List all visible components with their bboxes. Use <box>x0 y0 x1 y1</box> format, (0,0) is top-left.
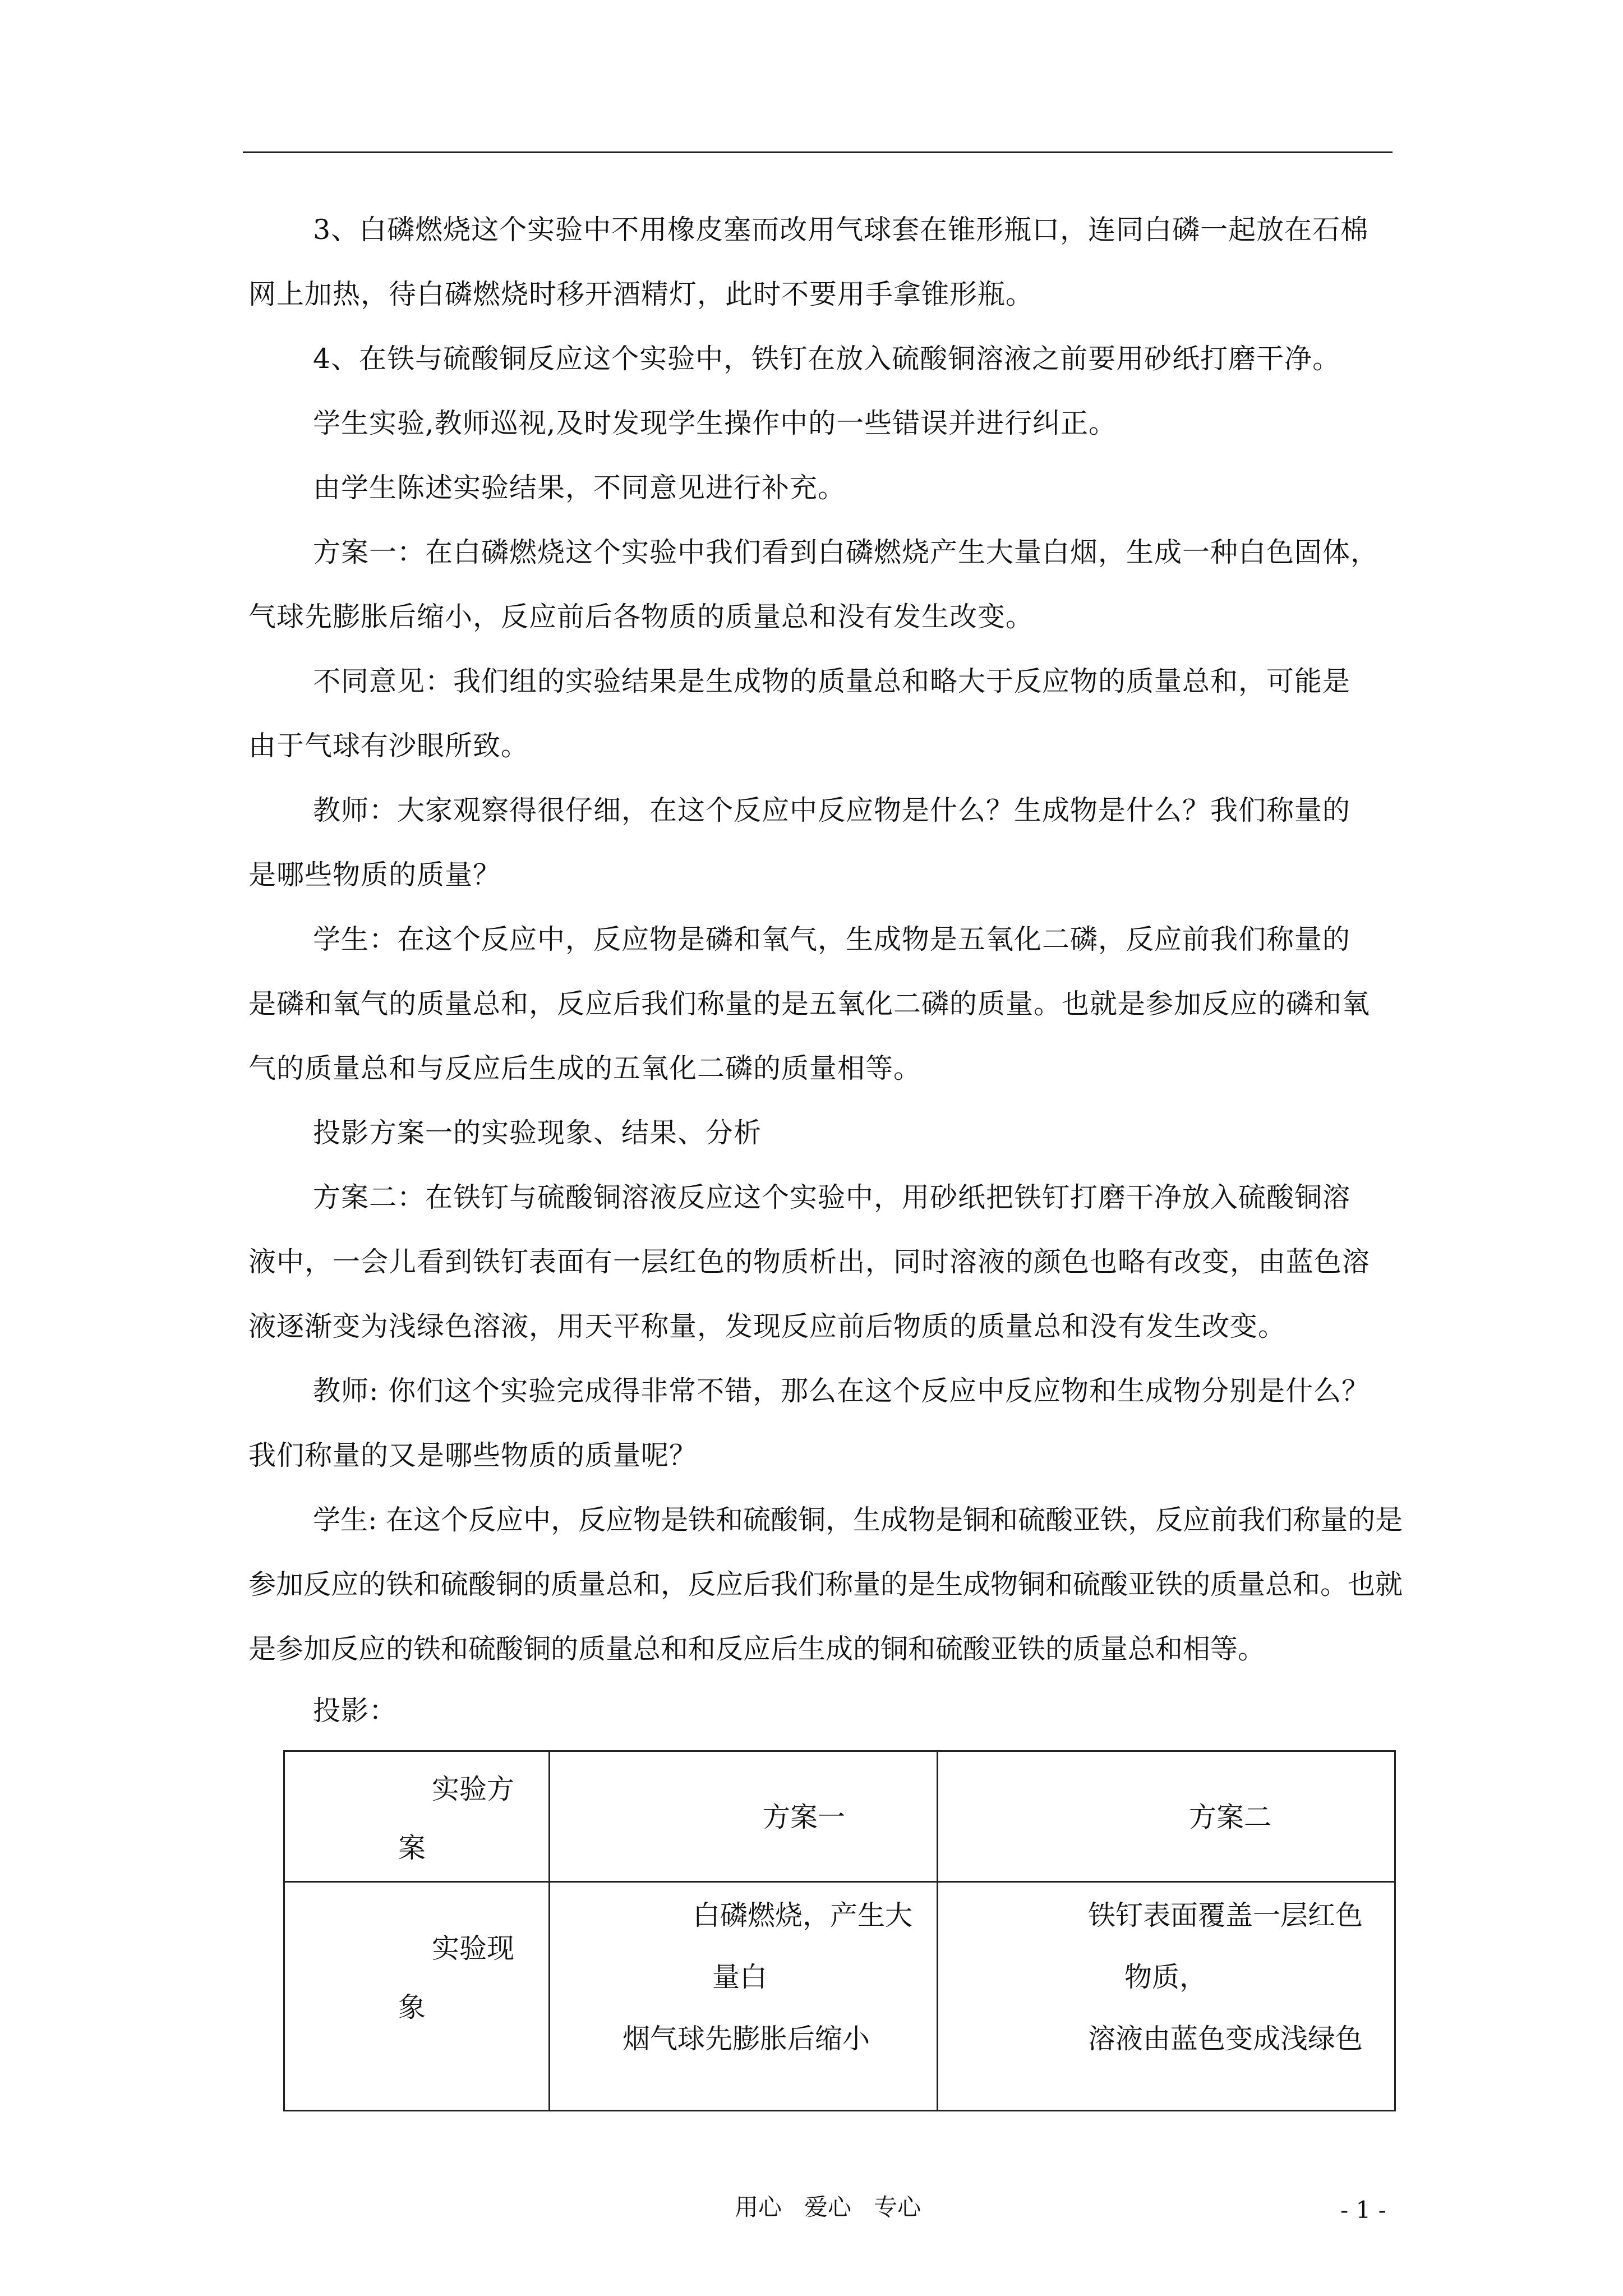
paragraph-line: 不同意见：我们组的实验结果是生成物的质量总和略大于反应物的质量总和，可能是 <box>313 665 1351 697</box>
paragraph-line: 学生: 在这个反应中，反应物是铁和硫酸铜，生成物是铜和硫酸亚铁，反应前我们称量的是 <box>313 1504 1403 1536</box>
paragraph-line: 是参加反应的铁和硫酸铜的质量总和和反应后生成的铜和硫酸亚铁的质量总和相等。 <box>248 1633 1266 1665</box>
table-header-cell: 方案一 <box>763 1801 846 1833</box>
page-number: - 1 - <box>1340 2196 1386 2224</box>
footer-motto: 用心 爱心 专心 <box>735 2193 921 2221</box>
paragraph-line: 气的质量总和与反应后生成的五氧化二磷的质量相等。 <box>248 1052 922 1084</box>
table-cell: 白磷燃烧，产生大 <box>693 1899 913 1931</box>
paragraph-line: 是磷和氧气的质量总和，反应后我们称量的是五氧化二磷的质量。也就是参加反应的磷和氧 <box>248 988 1371 1020</box>
table-cell: 实验现 <box>432 1932 515 1964</box>
paragraph-line: 由学生陈述实验结果，不同意见进行补充。 <box>313 472 846 504</box>
table-cell: 物质， <box>1124 1961 1207 1993</box>
paragraph-line: 是哪些物质的质量？ <box>248 859 501 891</box>
paragraph-line: 由于气球有沙眼所致。 <box>248 730 529 762</box>
paragraph-line: 4、在铁与硫酸铜反应这个实验中，铁钉在放入硫酸铜溶液之前要用砂纸打磨干净。 <box>313 343 1341 375</box>
table-column-divider <box>937 1750 938 2110</box>
paragraph-line: 液中，一会儿看到铁钉表面有一层红色的物质析出，同时溶液的颜色也略有改变，由蓝色溶 <box>248 1246 1371 1278</box>
table-cell: 象 <box>398 1991 426 2023</box>
table-cell: 铁钉表面覆盖一层红色 <box>1088 1899 1363 1931</box>
table-cell: 量白 <box>712 1961 768 1993</box>
header-rule <box>243 151 1393 153</box>
table-header-cell: 案 <box>398 1832 426 1864</box>
paragraph-line: 气球先膨胀后缩小，反应前后各物质的质量总和没有发生改变。 <box>248 601 1034 633</box>
paragraph-line: 投影方案一的实验现象、结果、分析 <box>313 1117 762 1149</box>
paragraph-line: 我们称量的又是哪些物质的质量呢？ <box>248 1439 698 1471</box>
paragraph-line: 学生：在这个反应中，反应物是磷和氧气，生成物是五氧化二磷，反应前我们称量的 <box>313 923 1351 955</box>
table-header-cell: 实验方 <box>432 1773 515 1805</box>
paragraph-line: 方案二：在铁钉与硫酸铜溶液反应这个实验中，用砂纸把铁钉打磨干净放入硫酸铜溶 <box>313 1181 1351 1213</box>
table-cell: 溶液由蓝色变成浅绿色 <box>1088 2023 1363 2055</box>
paragraph-line: 学生实验,教师巡视,及时发现学生操作中的一些错误并进行纠正。 <box>313 407 1117 439</box>
paragraph-line: 液逐渐变为浅绿色溶液，用天平称量，发现反应前后物质的质量总和没有发生改变。 <box>248 1310 1287 1342</box>
table-row-divider <box>283 1881 1394 1883</box>
paragraph-line: 教师: 你们这个实验完成得非常不错，那么在这个反应中反应物和生成物分别是什么？ <box>313 1375 1370 1407</box>
paragraph-line: 投影： <box>313 1695 398 1727</box>
paragraph-line: 参加反应的铁和硫酸铜的质量总和，反应后我们称量的是生成物铜和硫酸亚铁的质量总和。也就 <box>248 1568 1403 1600</box>
paragraph-line: 教师：大家观察得很仔细，在这个反应中反应物是什么？生成物是什么？我们称量的 <box>313 794 1351 826</box>
paragraph-line: 网上加热，待白磷燃烧时移开酒精灯，此时不要用手拿锥形瓶。 <box>248 278 1034 310</box>
table-header-cell: 方案二 <box>1189 1801 1272 1833</box>
table-column-divider <box>548 1750 550 2110</box>
paragraph-line: 3、白磷燃烧这个实验中不用橡皮塞而改用气球套在锥形瓶口，连同白磷一起放在石棉 <box>313 214 1369 246</box>
table-cell: 烟气球先膨胀后缩小 <box>623 2023 870 2055</box>
paragraph-line: 方案一：在白磷燃烧这个实验中我们看到白磷燃烧产生大量白烟，生成一种白色固体， <box>313 536 1379 568</box>
